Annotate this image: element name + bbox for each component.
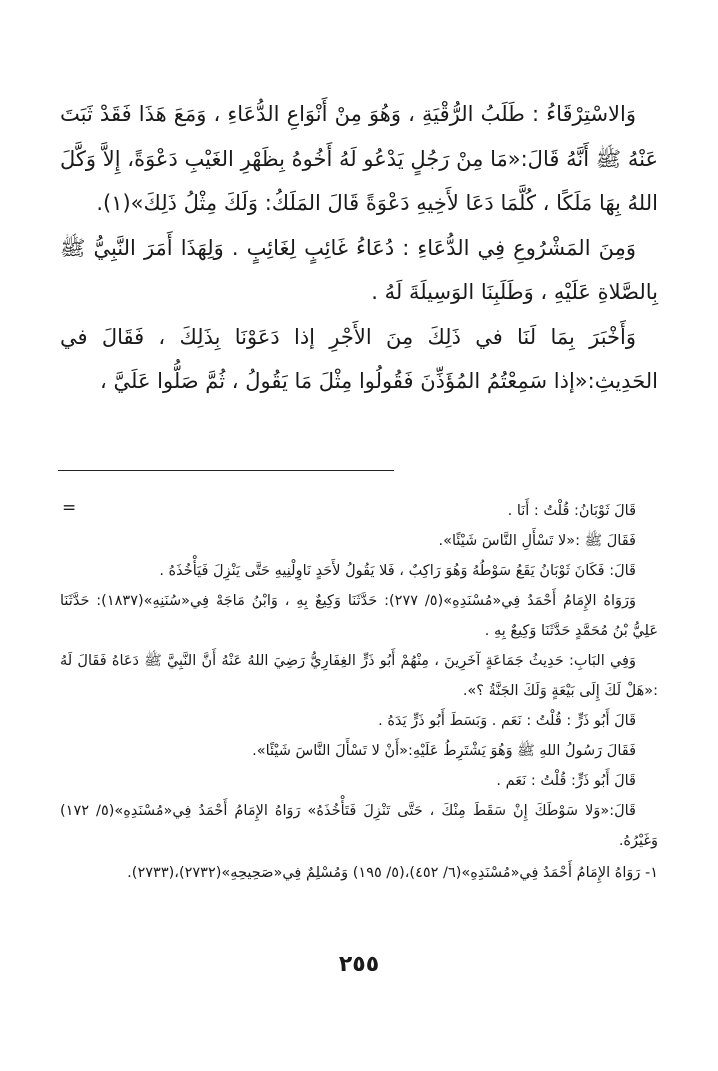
footnote-separator <box>58 470 394 471</box>
note-line: قَالَ أَبُو ذَرٍّ : قُلْتُ : نَعَم . وَبَسَطَ أَبُو ذَرٍّ يَدَهُ . <box>378 713 636 729</box>
main-text <box>60 92 658 404</box>
footnotes-block <box>60 496 658 888</box>
note-line: فَقَالَ رَسُولُ اللهِ ﷺ وَهُوَ يَشْتَرِطُ عَلَيْهِ:«أَنْ لا تَسْأَلَ النَّاسَ شَيْئًا». <box>252 743 636 759</box>
note-line: وَرَوَاهُ الإِمَامُ أَحْمَدُ فِي«مُسْنَدِهِ»(٥/ ٢٧٧): حَدَّثَنَا وَكِيعٌ بِهِ ، وَابْنُ مَاجَهْ فِي«سُنَنِهِ»(١٨٣٧): حَدَّثَنَا عَلِيُّ بْنُ مُحَمَّدٍ حَدَّثَنَا وَكِيعٌ بِهِ . <box>60 593 658 639</box>
footnote-1: ١- رَوَاهُ الإِمَامُ أَحْمَدُ فِي«مُسْنَدِهِ»(٦/ ٤٥٢)،(٥/ ١٩٥) وَمُسْلِمٌ فِي«صَحِيحِهِ»(٢٧٣٢)،(٢٧٣٣). <box>127 865 658 881</box>
continuation-mark: = <box>62 498 77 518</box>
main-paragraph-2: وَمِنَ المَشْرُوعِ فِي الدُّعَاءِ : دُعَاءُ غَائِبٍ لِغَائِبٍ . وَلِهَذَا أَمَرَ النَّبِيُّ ﷺ بِالصَّلاةِ عَلَيْهِ ، وَطَلَبِنَا الوَسِيلَةَ لَهُ . <box>60 235 658 304</box>
note-line: قَالَ: فَكَانَ ثَوْبَانُ يَقَعُ سَوْطُهُ وَهُوَ رَاكِبٌ ، فَلا يَقُولُ لأَحَدٍ نَاوِلْنِيهِ حَتَّى يَنْزِلَ فَيَأْخُذَهُ . <box>159 563 636 579</box>
note-line: قَالَ ثَوْبَانُ: قُلْتُ : أَنَا . <box>507 503 636 519</box>
note-line: فَقَالَ ﷺ :«لا تَسْأَلِ النَّاسَ شَيْئًا». <box>438 533 636 549</box>
note-line: قَالَ أَبُو ذَرٍّ: قُلْتُ : نَعَم . <box>496 773 636 789</box>
main-paragraph-1: وَالاسْتِرْقَاءُ : طَلَبُ الرُّقْيَةِ ، وَهُوَ مِنْ أَنْوَاعِ الدُّعَاءِ ، وَمَعَ هَذَا فَقَدْ ثَبَتَ عَنْهُ ﷺ أَنَّهُ قَالَ:«مَا مِنْ رَجُلٍ يَدْعُو لَهُ أَخُوهُ بِظَهْرِ الغَيْبِ دَعْوَةً، إِلاَّ وَكَّلَ اللهُ بِهَا مَلَكًا ، كُلَّمَا دَعَا لأَخِيهِ دَعْوَةً قَالَ المَلَكُ: وَلَكَ مِثْلُ ذَلِكَ»(١). <box>60 102 658 215</box>
note-line: وَفِي البَابِ: حَدِيثُ جَمَاعَةٍ آخَرِينَ ، مِنْهُمْ أَبُو ذَرٍّ الغِفَارِيُّ رَضِيَ اللهُ عَنْهُ أَنَّ النَّبِيَّ ﷺ دَعَاهُ فَقَالَ لَهُ :«هَلْ لَكَ إِلَى بَيْعَةٍ وَلَكَ الجَنَّةُ ؟». <box>60 653 658 699</box>
main-paragraph-3: وَأَخْبَرَ بِمَا لَنَا في ذَلِكَ مِنَ الأَجْرِ إذا دَعَوْنَا بِذَلِكَ ، فَقَالَ في الحَدِيثِ:«إذا سَمِعْتُمُ المُؤَذِّنَ فَقُولُوا مِثْلَ مَا يَقُولُ ، ثُمَّ صَلُّوا عَلَيَّ ، <box>60 324 658 393</box>
page-number: ٢٥٥ <box>338 952 380 977</box>
note-line: قَالَ:«وَلا سَوْطَكَ إِنْ سَقَطَ مِنْكَ ، حَتَّى تَنْزِلَ فَتَأْخُذَهُ» رَوَاهُ الإِمَامُ أَحْمَدُ فِي«مُسْنَدِهِ»(٥/ ١٧٢) وَغَيْرُهُ. <box>60 803 658 849</box>
